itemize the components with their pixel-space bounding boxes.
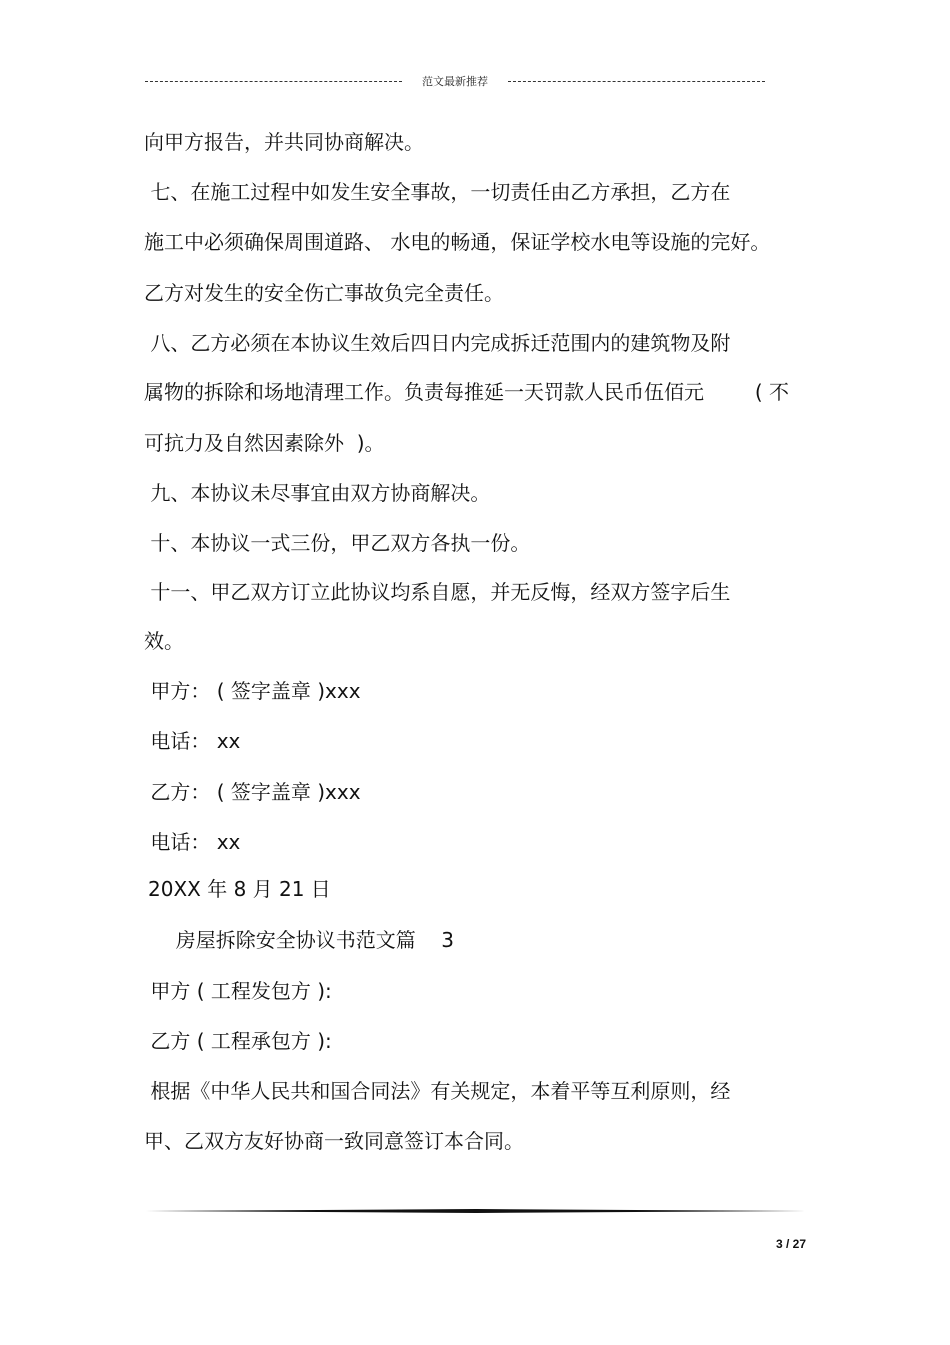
header-title: 范文最新推荐 [422, 75, 488, 88]
body-line: 可抗力及自然因素除外 )。 [144, 431, 385, 455]
body-line: 甲方： ( 签字盖章 )xxx [144, 679, 361, 703]
body-line: 施工中必须确保周围道路、 水电的畅通，保证学校水电等设施的完好。 [144, 230, 771, 254]
section-title: 房屋拆除安全协议书范文篇 3 [144, 928, 454, 952]
body-line: 十一、甲乙双方订立此协议均系自愿，并无反悔，经双方签字后生 [144, 580, 731, 604]
body-line: 八、乙方必须在本协议生效后四日内完成拆迁范围内的建筑物及附 [144, 331, 731, 355]
body-line: 甲方 ( 工程发包方 ): [144, 979, 332, 1003]
body-line: 乙方： ( 签字盖章 )xxx [144, 780, 361, 804]
page-header [145, 72, 765, 90]
body-line: 效。 [144, 629, 184, 653]
body-line: 七、在施工过程中如发生安全事故，一切责任由乙方承担，乙方在 [144, 180, 731, 204]
body-line: 属物的拆除和场地清理工作。负责每推延一天罚款人民币伍佰元 ( 不 [144, 380, 790, 404]
body-line: 甲、乙双方友好协商一致同意签订本合同。 [144, 1129, 524, 1153]
page-number: 3 / 27 [775, 1237, 806, 1251]
body-line: 十、本协议一式三份，甲乙双方各执一份。 [144, 531, 531, 555]
body-line: 20XX 年 8 月 21 日 [148, 877, 331, 901]
header-dash-right [508, 81, 765, 82]
body-line: 电话： xx [144, 729, 241, 753]
body-line: 乙方 ( 工程承包方 ): [144, 1029, 332, 1053]
body-line: 向甲方报告，并共同协商解决。 [144, 130, 424, 154]
header-dash-left [145, 81, 402, 82]
body-line: 乙方对发生的安全伤亡事故负完全责任。 [144, 281, 504, 305]
body-line: 九、本协议未尽事宜由双方协商解决。 [144, 481, 491, 505]
body-line: 电话： xx [144, 830, 241, 854]
body-line: 根据《中华人民共和国合同法》有关规定，本着平等互利原则，经 [144, 1079, 731, 1103]
footer-rule [146, 1209, 806, 1213]
